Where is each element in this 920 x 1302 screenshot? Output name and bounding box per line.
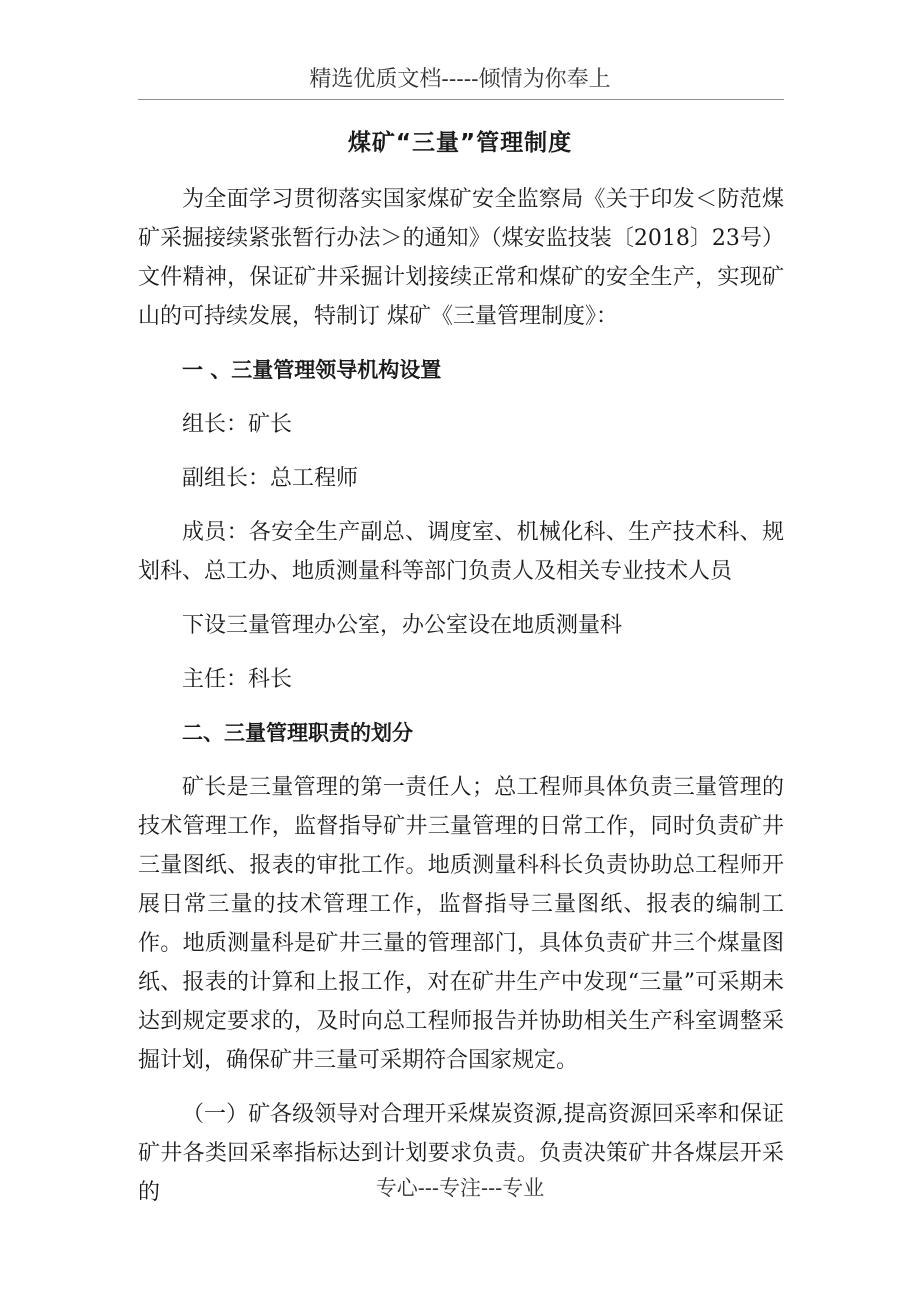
page-footer: 专心---专注---专业 (375, 1176, 545, 1200)
members-paragraph: 成员：各安全生产副总、调度室、机械化科、生产技术科、规划科、总工办、地质测量科等部门负责人及相关专业技术人员 (138, 520, 784, 584)
deputy-leader-line: 副组长：总工程师 (182, 466, 359, 491)
intro-paragraph: 为全面学习贯彻落实国家煤矿安全监察局《关于印发＜防范煤矿采掘接续紧张暂行办法＞的通知》（煤安监技装〔2018〕23号）文件精神，保证矿井采掘计划接续正常和煤矿的安全生产，实现矿山的可持续发展，特制订 煤矿《三量管理制度》： (138, 187, 784, 329)
page-header: 精选优质文档-----倾情为你奉上 (309, 67, 611, 92)
item-1-paragraph: （一）矿各级领导对合理开采煤炭资源,提高资源回采率和保证矿井各类回采率指标达到计划要求负责。负责决策矿井各煤层开采的 (138, 1102, 784, 1205)
director-line: 主任：科长 (182, 667, 293, 692)
document-title: 煤矿“三量”管理制度 (347, 130, 573, 156)
document-body (138, 180, 784, 1212)
office-line: 下设三量管理办公室，办公室设在地质测量科 (182, 613, 623, 638)
section-2-heading: 二、三量管理职责的划分 (182, 721, 413, 745)
responsibility-paragraph: 矿长是三量管理的第一责任人；总工程师具体负责三量管理的技术管理工作，监督指导矿井三量管理的日常工作，同时负责矿井三量图纸、报表的审批工作。地质测量科科长负责协助总工程师开展日常三量的技术管理工作，监督指导三量图纸、报表的编制工作。地质测量科是矿井三量的管理部门，具体负责矿井三个煤量图纸、报表的计算和上报工作，对在矿井生产中发现“三量”可采期未达到规定要求的，及时向总工程师报告并协助相关生产科室调整采掘计划，确保矿井三量可采期符合国家规定。 (138, 775, 784, 1073)
header-divider (138, 99, 784, 100)
leader-line: 组长：矿长 (182, 412, 293, 437)
section-1-heading: 一 、三量管理领导机构设置 (182, 358, 442, 382)
